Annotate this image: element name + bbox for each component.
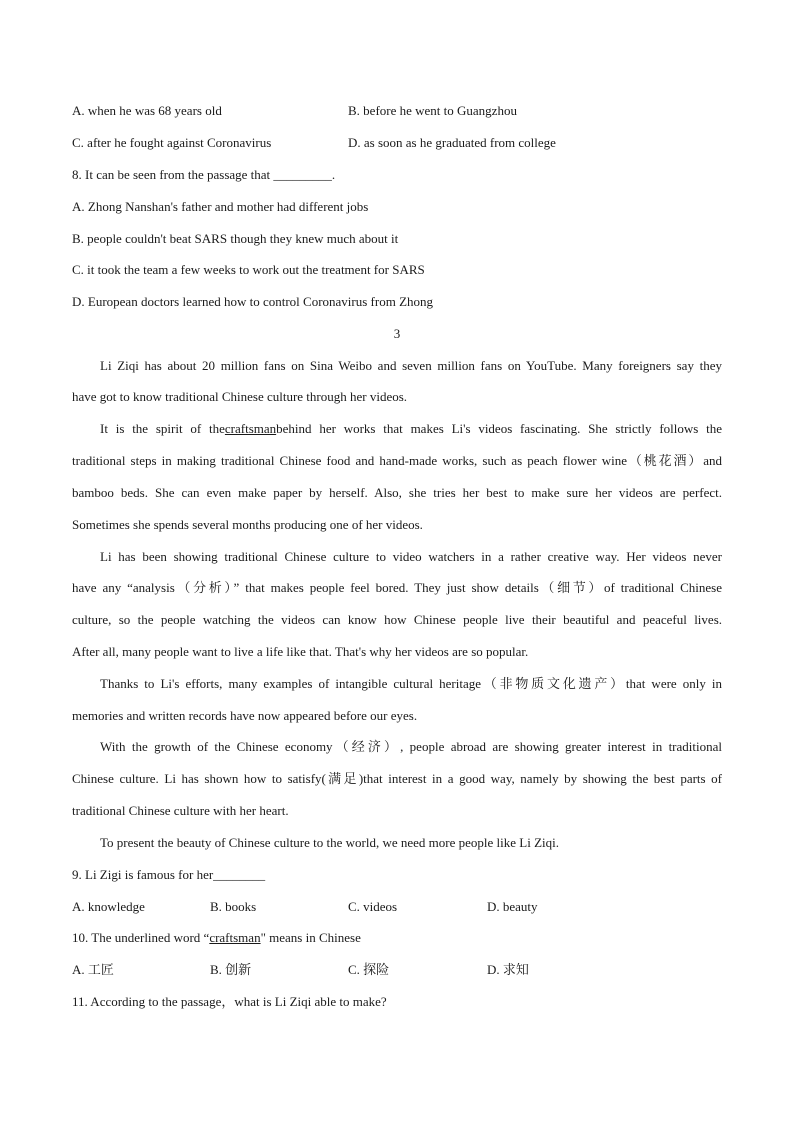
q8-option-d: D. European doctors learned how to control Coronavirus from Zhong — [72, 294, 434, 309]
q10-stem-text: " means in Chinese — [260, 930, 361, 945]
passage-p1-line1: Li Ziqi has about 20 million fans on Sina Weibo and seven million fans on YouTube. Many foreigners say they — [100, 358, 722, 373]
q10-option-b: B. 创新 — [210, 962, 252, 977]
q9-option-c: C. videos — [348, 899, 398, 914]
q8-stem: 8. It can be seen from the passage that _________. — [72, 167, 336, 182]
q11-stem: 11. According to the passage，what is Li Ziqi able to make? — [72, 994, 387, 1009]
q7-option-b: B. before he went to Guangzhou — [348, 103, 517, 118]
passage-p4-line1: Thanks to Li's efforts, many examples of intangible cultural heritage（非物质文化遗产）that were only in — [100, 676, 722, 691]
q8-option-a: A. Zhong Nanshan's father and mother had different jobs — [72, 199, 369, 214]
q10-option-a: A. 工匠 — [72, 962, 114, 977]
q8-option-b: B. people couldn't beat SARS though they knew much about it — [72, 231, 399, 246]
passage-p5-line2: Chinese culture. Li has shown how to satisfy(满足)that interest in a good way, namely by showing the best parts of — [72, 771, 722, 786]
q9-option-d: D. beauty — [487, 899, 538, 914]
q9-stem: 9. Li Zigi is famous for her________ — [72, 867, 266, 882]
q7-option-c: C. after he fought against Coronavirus — [72, 135, 272, 150]
passage-p3-line1: Li has been showing traditional Chinese culture to video watchers in a rather creative way. Her videos never — [100, 549, 722, 564]
passage-text: behind her works that makes Li's videos fascinating. She strictly follows the — [276, 421, 722, 436]
underlined-word-craftsman: craftsman — [224, 421, 277, 436]
q9-option-a: A. knowledge — [72, 899, 145, 914]
q8-option-c: C. it took the team a few weeks to work out the treatment for SARS — [72, 262, 425, 277]
passage-p2-line1 — [72, 421, 722, 437]
q10-stem-text: 10. The underlined word “ — [72, 930, 210, 945]
q10-option-d: D. 求知 — [487, 962, 529, 977]
passage-p2-line3: bamboo beds. She can even make paper by herself. Also, she tries her best to make sure her videos are perfect. — [72, 485, 722, 500]
section-number: 3 — [393, 326, 401, 341]
passage-p1-line2: have got to know traditional Chinese culture through her videos. — [72, 389, 408, 404]
passage-p5-line1: With the growth of the Chinese economy（经济）, people abroad are showing greater interest in traditional — [100, 739, 722, 754]
q9-option-b: B. books — [210, 899, 257, 914]
passage-p6-line1: To present the beauty of Chinese culture to the world, we need more people like Li Ziqi. — [100, 835, 560, 850]
passage-p3-line3: culture, so the people watching the videos can know how Chinese people live their beautiful and peaceful lives. — [72, 612, 722, 627]
passage-p4-line2: memories and written records have now appeared before our eyes. — [72, 708, 418, 723]
passage-p2-line2: traditional steps in making traditional Chinese food and hand-made works, such as peach flower wine（桃花酒）and — [72, 453, 722, 468]
q7-option-d: D. as soon as he graduated from college — [348, 135, 556, 150]
passage-text: It is the spirit of the — [100, 421, 225, 436]
passage-p2-line4: Sometimes she spends several months producing one of her videos. — [72, 517, 423, 532]
q7-option-a: A. when he was 68 years old — [72, 103, 222, 118]
passage-p3-line4: After all, many people want to live a life like that. That's why her videos are so popular. — [72, 644, 529, 659]
q10-stem — [72, 930, 361, 946]
passage-p3-line2: have any “analysis（分析）” that makes people feel bored. They just show details（细节）of traditional Chinese — [72, 580, 722, 595]
passage-p5-line3: traditional Chinese culture with her heart. — [72, 803, 289, 818]
q10-option-c: C. 探险 — [348, 962, 390, 977]
q10-underlined-word: craftsman — [209, 930, 261, 945]
